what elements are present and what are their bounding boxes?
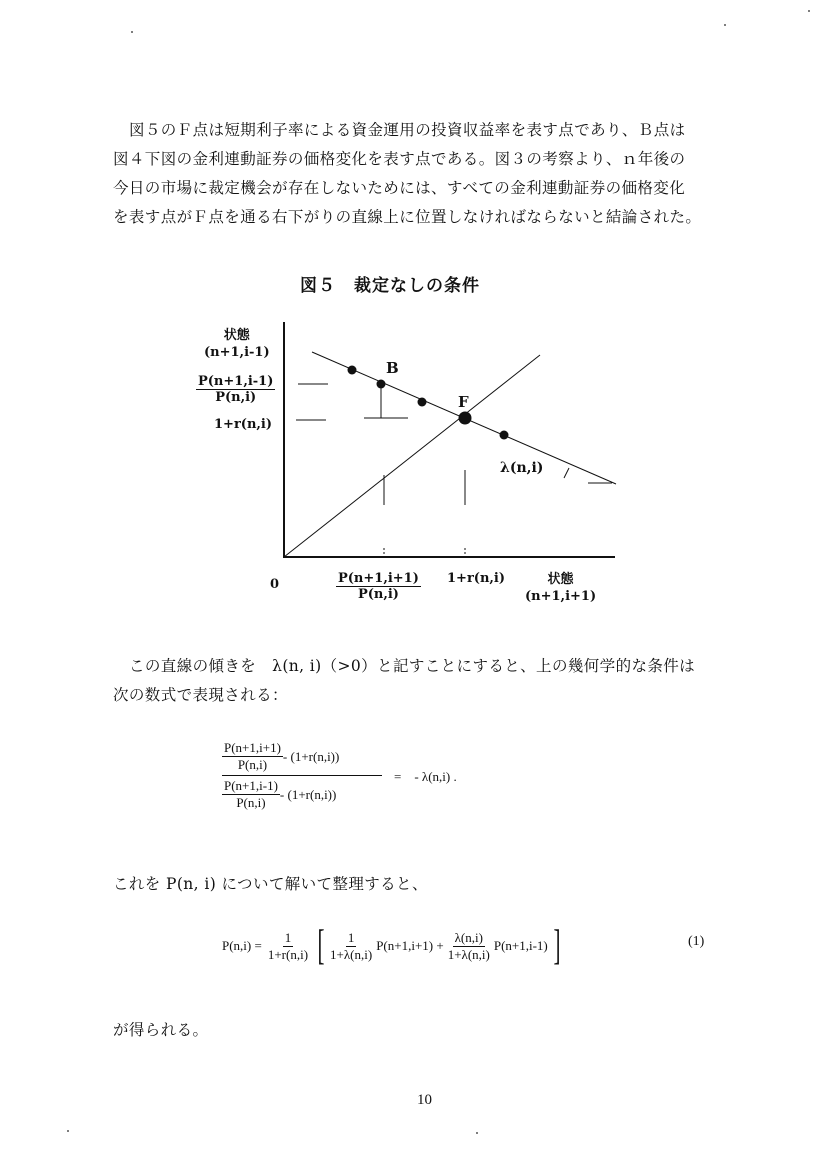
figure-title: 図５ 裁定なしの条件 <box>300 276 480 296</box>
paragraph-1-line-3: 今日の市場に裁定機会が存在しないためには、すべての金利連動証券の価格変化 <box>113 179 686 197</box>
dot-b <box>377 380 386 389</box>
paragraph-1-line-1: 図５のＦ点は短期利子率による資金運用の投資収益率を表す点であり、Ｂ点は <box>129 121 686 139</box>
eq2-f2-num: 1 <box>347 929 355 945</box>
paragraph-1-line-4: を表す点がＦ点を通る右下がりの直線上に位置しなければならないと結論された。 <box>113 208 702 226</box>
dot-3 <box>418 398 427 407</box>
eq2-right-bracket: ] <box>553 923 561 969</box>
eq2-f1-den: 1+r(n,i) <box>267 946 309 962</box>
lambda-label: λ(n,i) <box>500 460 544 476</box>
scan-speck <box>808 10 810 12</box>
diagonal-line <box>284 355 540 557</box>
eq2-f3-num: λ(n,i) <box>454 929 483 945</box>
scan-speck <box>724 24 726 26</box>
eq1-a-num: P(n+1,i+1) <box>224 740 281 755</box>
x-tick-rate-label: 1+r(n,i) <box>447 571 506 586</box>
scan-speck <box>131 31 133 33</box>
dot-5 <box>500 431 509 440</box>
eq2-f1-num: 1 <box>284 929 292 945</box>
y-tick-frac-den: P(n,i) <box>215 390 257 405</box>
paragraph-3: これを P(n, i) について解いて整理すると、 <box>113 875 428 893</box>
eq1-b-rest: - (1+r(n,i)) <box>279 786 337 802</box>
x-tick-frac-label <box>336 571 421 602</box>
equation-1 <box>222 740 457 811</box>
x-tick-frac-den: P(n,i) <box>357 587 399 602</box>
paragraph-2-line-2: 次の数式で表現される： <box>113 686 288 704</box>
point-f-label: F <box>458 393 469 411</box>
y-axis-label-line2: (n+1,i-1) <box>204 345 270 360</box>
paragraph-2 <box>113 652 733 710</box>
equation-2-number: (1) <box>688 934 705 949</box>
lambda-tick <box>564 468 569 478</box>
origin-label: 0 <box>270 577 280 592</box>
dot-1 <box>348 366 357 375</box>
x-axis-label <box>525 571 596 605</box>
y-tick-rate-label: 1+r(n,i) <box>214 417 273 432</box>
point-b-label: B <box>386 359 399 377</box>
x-axis-label-line1: 状態 <box>547 572 574 587</box>
y-axis-label <box>204 327 270 361</box>
y-tick-frac-num: P(n+1,i-1) <box>198 374 274 389</box>
x-axis-label-line2: (n+1,i+1) <box>525 589 597 604</box>
eq1-rhs: = - λ(n,i) . <box>394 769 457 784</box>
page-number: 10 <box>417 1092 432 1108</box>
paragraph-2-line-1: この直線の傾きを λ(n, i)（>0）と記すことにすると、上の幾何学的な条件は <box>129 657 696 675</box>
scan-speck <box>67 1130 69 1132</box>
scan-speck <box>476 1132 478 1134</box>
y-axis-label-line1: 状態 <box>223 328 250 343</box>
eq1-b-num: P(n+1,i-1) <box>224 778 278 793</box>
paragraph-4: が得られる。 <box>113 1021 209 1039</box>
eq2-term2: P(n+1,i-1) <box>493 938 548 953</box>
x-tick-frac-num: P(n+1,i+1) <box>338 571 419 586</box>
eq2-left-bracket: [ <box>317 923 325 969</box>
eq2-term1: P(n+1,i+1) + <box>376 938 444 953</box>
y-tick-frac-label <box>196 374 275 405</box>
eq1-a-rest: - (1+r(n,i)) <box>282 748 340 764</box>
paragraph-1-line-2: 図４下図の金利連動証券の価格変化を表す点である。図３の考察より、ｎ年後の <box>113 150 686 168</box>
eq1-a-den: P(n,i) <box>237 757 268 772</box>
eq1-b-den: P(n,i) <box>236 795 266 810</box>
equation-2 <box>222 925 564 967</box>
eq2-lhs: P(n,i) = <box>222 938 262 953</box>
eq2-f2-den: 1+λ(n,i) <box>330 946 373 962</box>
dot-f <box>459 412 472 425</box>
eq2-f3-den: 1+λ(n,i) <box>447 946 490 962</box>
